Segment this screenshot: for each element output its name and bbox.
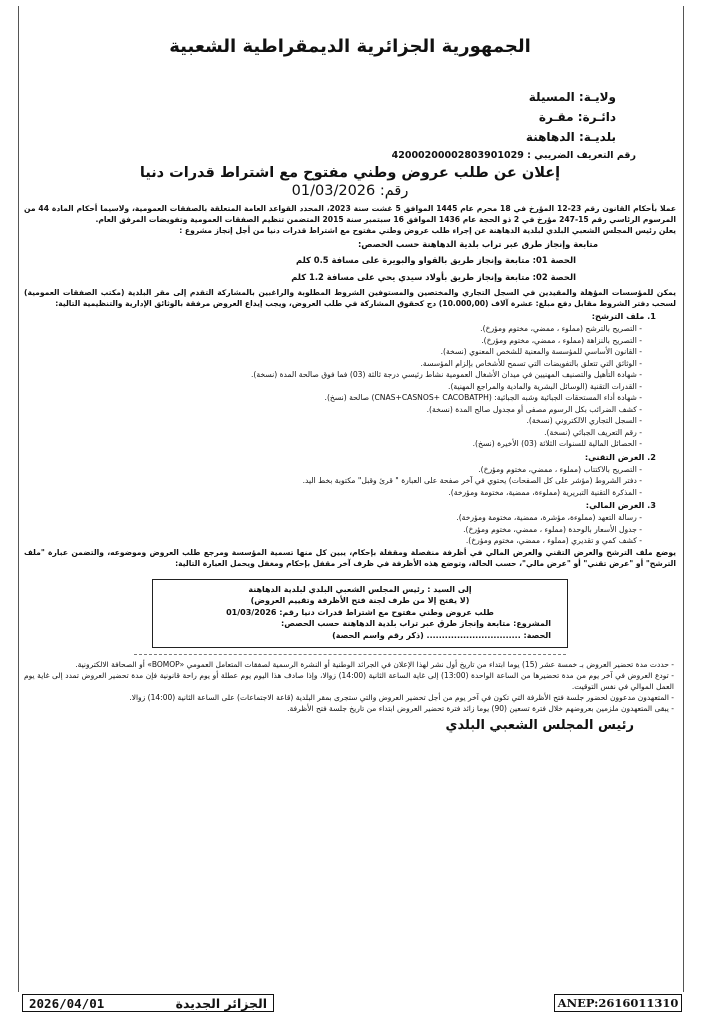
section-title: 1. ملف الترشح: xyxy=(591,311,656,322)
list-item: - التصريح بالنزاهة (مملوء ، ممضي، مختوم ومؤرخ). xyxy=(24,335,642,347)
section-financial-offer xyxy=(24,499,676,547)
envelope-line: المشروع: متابعة وإنجاز طرق عبر تراب بلدية الدهاهنة حسب الحصص: xyxy=(281,619,551,629)
section-title: 3. العرض المالي: xyxy=(585,500,656,511)
list-item: - تودع العروض في آخر يوم من مدة تحضيرها من الساعة الواحدة (13:00) إلى غاية الساعة الثانية (14:00) زوالا، وإذا صادف هذا اليوم يوم عطلة أو يوم راحة قانونية فإن مدة تحضير العروض تمدد إلى غاية يوم العمل الموالي في نفس التوقيت. xyxy=(24,670,674,692)
list-item: - حددت مدة تحضير العروض بـ خمسة عشر (15) يوما ابتداء من تاريخ أول نشر لهذا الإعلان في الجرائد الوطنية أو النشرة الرسمية لصفقات المتعامل العمومي «BOMOP» أو الصحافة الالكترونية. xyxy=(24,659,674,670)
legal-basis-paragraph: عملا بأحكام القانون رقم 23-12 المؤرخ في 18 محرم عام 1445 الموافق 5 غشت سنة 2023، المحدد القواعد العامة المتعلقة بالصفقات العمومية، ولاسيما أحكام المادة 44 من المرسوم الرئاسي رقم 15-247 مؤرخ في 2 ذو الحجة عام 1436 الموافق 16 سبتمبر سنة 2015 المتضمن تنظيم الصفقات العمومية وتفويضات المرفق العام. xyxy=(24,204,677,225)
list-item: - دفتر الشروط (مؤشر على كل الصفحات) يحتوي في آخر صفحة على العبارة " قرئ وقبل" مكتوبة بخط اليد. xyxy=(24,475,642,487)
list-item: - رسالة التعهد (مملوءة، مؤشرة، ممضية، مختومة ومؤرخة). xyxy=(24,512,642,524)
list-item: - شهادة التأهيل والتصنيف المهنيين في ميدان الأشغال العمومية نشاط رئيسي درجة ثالثة (03) فما فوق صالحة المدة (نسخة). xyxy=(24,369,642,381)
announcement-paragraph: يعلن رئيس المجلس الشعبي البلدي لبلدية الدهاهنة عن إجراء طلب عروض وطني مفتوح مع اشتراط قدرات دنيا من أجل إنجاز مشروع : xyxy=(179,226,676,236)
list-item: - المتعهدون مدعوون لحضور جلسة فتح الأظرفة التي تكون في آخر يوم من أجل تحضير العروض والتي ستجرى بمقر البلدية (قاعة الاجتماعات) على الساعة الثانية (14:00) زوالا. xyxy=(24,692,674,703)
newspaper-name: الجزائر الجديدة xyxy=(175,995,267,1011)
envelope-line: (لا يفتح إلا من طرف لجنة فتح الأظرفة وتقييم العروض) xyxy=(250,596,470,606)
notice-title: إعلان عن طلب عروض وطني مفتوح مع اشتراط قدرات دنيا xyxy=(139,165,561,181)
list-item: - المذكرة التقنية التبريرية (مملوءة، ممضية، مختومة ومؤرخة). xyxy=(24,487,642,499)
list-item: - القانون الأساسي للمؤسسة والمعنية للشخص المعنوي (نسخة). xyxy=(24,346,642,358)
envelope-instructions: يوضع ملف الترشح والعرض التقني والعرض المالي في أظرفة منفصلة ومقفلة بإحكام، يبين كل منها تسمية المؤسسة ومرجع طلب العروض وموضوعه، والتضمن عبارة "ملف الترشح" أو "عرض تقني" أو "عرض مالي"، حسب الحالة، وتوضع هذه الأظرفة في ظرف آخر مقفل بإحكام ومغفل ويحمل العبارة التالية: xyxy=(24,547,676,568)
footer xyxy=(22,994,682,1016)
envelope-line: الحصة: ............................... (ذكر رقم واسم الحصة) xyxy=(332,630,551,640)
notice-number: رقم: 01/03/2026 xyxy=(291,183,409,199)
list-item: - السجل التجاري الالكتروني (نسخة). xyxy=(24,415,642,427)
list-item: - جدول الأسعار بالوحدة (مملوء ، ممضي، مختوم ومؤرخ). xyxy=(24,524,642,536)
publication-box xyxy=(22,994,274,1012)
lot-1: الحصة 01: متابعة وإنجاز طريق بالقواو والبويرة على مسافة 0.5 كلم xyxy=(296,254,576,265)
notice-document xyxy=(24,28,676,733)
section-title: 2. العرض التقني: xyxy=(584,451,656,462)
list-item: - التصريح بالاكتتاب (مملوء ، ممضي، مختوم ومؤرخ). xyxy=(24,464,642,476)
list-item: - الوثائق التي تتعلق بالتفويضات التي تسمح للأشخاص بإلزام المؤسسة. xyxy=(24,358,642,370)
project-title: متابعة وإنجاز طرق عبر تراب بلدية الدهاهنة حسب الحصص: xyxy=(357,238,598,249)
conditions-paragraph: يمكن للمؤسسات المؤهلة والمقيدين في السجل التجاري والمختصين والمستوفين الشروط المطلوبة والراغبين بالمشاركة التقدم إلى مقر البلدية (مكتب الصفقات العمومية) لسحب دفتر الشروط مقابل دفع مبلغ: عشرة آلاف (10.000,00) دج كحقوق المشاركة في طلب العروض، ويجب إيداع العروض مرفقة بالوثائق الإدارية والتنظيمية التالية: xyxy=(24,287,676,308)
wilaya-line: ولايـة: المسيلة xyxy=(528,90,616,104)
envelope-box xyxy=(152,579,568,649)
tax-id-line: رقم التعريف الضريبي : 42000200002803901029 xyxy=(391,150,636,161)
list-item: - كشف كمي و تقديري (مملوء ، ممضي، مختوم ومؤرخ). xyxy=(24,535,642,547)
envelope-line: إلى السيد : رئيس المجلس الشعبي البلدي لبلدية الدهاهنة xyxy=(248,584,472,594)
lot-2: الحصة 02: متابعة وإنجاز طريق بأولاد سيدي يحي على مسافة 1.2 كلم xyxy=(291,271,576,282)
list-item: - التصريح بالترشح (مملوء ، ممضي، مختوم ومؤرخ). xyxy=(24,323,642,335)
section-candidacy xyxy=(24,310,676,450)
dashed-divider xyxy=(134,654,566,655)
republic-heading: الجمهورية الجزائرية الديمقراطية الشعبية xyxy=(169,36,531,57)
list-item: - رقم التعريف الجبائي (نسخة). xyxy=(24,427,642,439)
anep-reference: ANEP:2616011310 xyxy=(554,994,682,1012)
list-item: - كشف الضرائب بكل الرسوم مصفى أو مجدول صالح المدة (نسخة). xyxy=(24,404,642,416)
section-technical-offer xyxy=(24,451,676,499)
list-item: - القدرات التقنية (الوسائل البشرية والمادية والمراجع المهنية). xyxy=(24,381,642,393)
daira-line: دائـرة: مقـرة xyxy=(538,110,616,124)
terms-list xyxy=(24,659,676,714)
publication-date: 2026/04/01 xyxy=(29,995,105,1011)
envelope-line: طلب عروض وطني مفتوح مع اشتراط قدرات دنيا رقم: 01/03/2026 xyxy=(226,607,494,617)
signature: رئيس المجلس الشعبي البلدي xyxy=(445,718,634,734)
list-item: - الحصائل المالية للسنوات الثلاثة (03) الأخيرة (نسخ). xyxy=(24,438,642,450)
list-item: - يبقى المتعهدون ملزمين بعروضهم خلال فترة تسعين (90) يوما زائد فترة تحضير العروض ابتداء من تاريخ جلسة فتح الأظرفة. xyxy=(24,703,674,714)
baladia-line: بلديـة: الدهاهنة xyxy=(525,130,616,144)
list-item: - شهادة أداء المستحقات الجبائية وشبه الجبائية: (CNAS+CASNOS+ CACOBATPH) صالحة (نسخ). xyxy=(24,392,642,404)
